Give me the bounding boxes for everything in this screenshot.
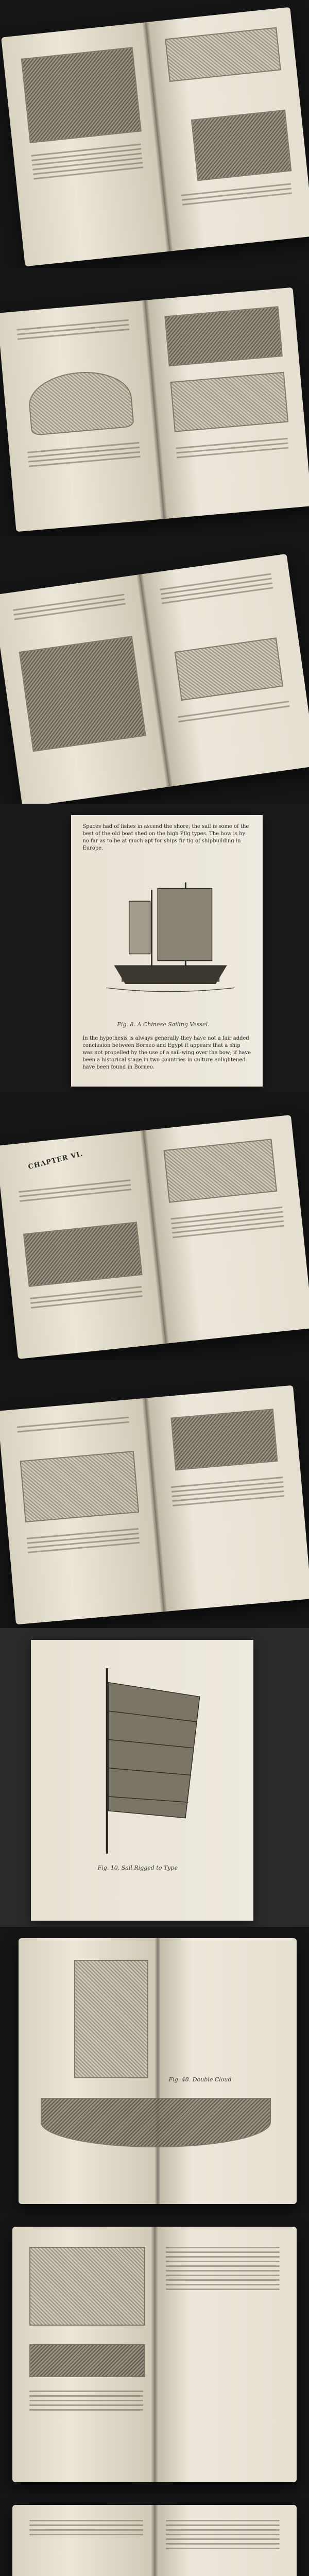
figure-illustration [163, 1139, 277, 1203]
book-gutter [151, 2505, 157, 2576]
figure-illustration [170, 1409, 278, 1471]
book-photo-6 [0, 1360, 309, 1628]
paragraph: In the hypothesis is always generally they have not a fair added conclusion between Borneo and Egypt it appears that a ship was not propelled hy the use of a sail-wing over the bow; if have been a historical stage in two countries in culture enlightened have been found in Borneo. [82, 1035, 251, 1070]
figure-illustration [29, 2247, 145, 2326]
left-page [12, 2505, 154, 2576]
chapter-heading: CHAPTER VI. [27, 1150, 84, 1172]
open-book [12, 2227, 297, 2483]
text-block [29, 2520, 143, 2538]
figure-illustration [29, 2344, 145, 2377]
book-photo-7 [0, 1628, 309, 1927]
book-gutter [155, 1938, 161, 2204]
book-photo-2 [0, 268, 309, 536]
open-book [0, 1115, 309, 1359]
book-photo-1 [0, 0, 309, 268]
book-photo-5 [0, 1092, 309, 1360]
open-book [12, 2505, 297, 2576]
open-book [0, 1385, 309, 1624]
book-page [71, 815, 263, 1086]
figure-illustration [170, 372, 289, 432]
book-photo-4 [0, 804, 309, 1092]
book-photo-9 [0, 2215, 309, 2494]
open-book [1, 7, 309, 266]
text-block [166, 2520, 280, 2552]
open-book [19, 1938, 297, 2204]
book-gutter [151, 2227, 157, 2483]
figure-illustration [41, 2098, 271, 2148]
figure-caption: Fig. 10. Sail Rigged to Type [97, 1865, 178, 1872]
figure-illustration [19, 636, 146, 751]
book-photo-3 [0, 536, 309, 804]
right-page [158, 1938, 297, 2204]
paragraph: Spaces had of fishes in ascend the shore; the sail is some of the best of the old boat shed on the high Pflg types. The how is hy no far as to be at much apt for ships fir tig of shipbuilding in Europe. [82, 824, 249, 852]
figure-illustration [74, 1960, 148, 2079]
open-book [0, 287, 309, 532]
sail-illustration [58, 1668, 213, 1854]
ship-illustration [90, 875, 244, 1010]
book-photo-10 [0, 2494, 309, 2576]
figure-caption: Fig. 48. Double Cloud [168, 2076, 232, 2083]
text-block [29, 2391, 143, 2414]
figure-illustration [21, 46, 141, 143]
figure-illustration [191, 109, 291, 181]
book-photo-8 [0, 1927, 309, 2215]
open-book [0, 554, 309, 804]
figure-illustration [164, 307, 283, 367]
figure-illustration [20, 1451, 140, 1522]
book-page [31, 1640, 253, 1921]
text-block [166, 2247, 280, 2293]
figure-caption: Fig. 8. A Chinese Sailing Vessel. [117, 1021, 210, 1028]
